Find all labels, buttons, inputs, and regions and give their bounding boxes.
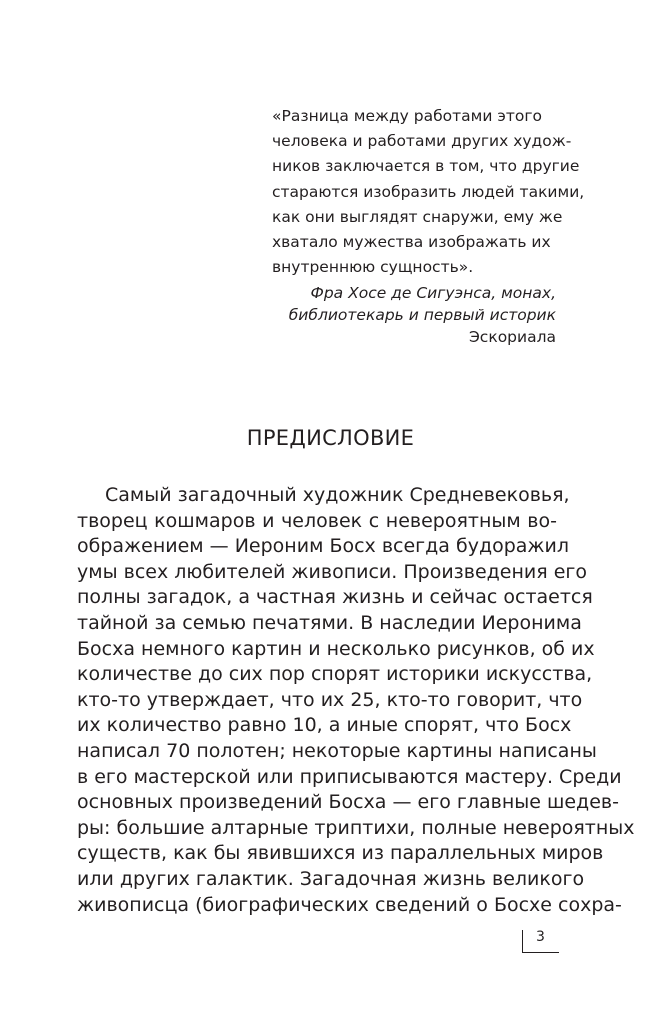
body-line: творец кошмаров и человек с невероятным во-	[77, 509, 557, 532]
body-paragraph	[77, 483, 635, 918]
epigraph	[272, 104, 585, 348]
body-line: ображением — Иероним Босх всегда будоражил	[77, 535, 570, 558]
attribution-line: Фра Хосе де Сигуэнса, монах,	[310, 284, 556, 303]
epigraph-line: стараются изобразить людей такими,	[272, 182, 585, 201]
epigraph-attribution	[272, 282, 556, 348]
body-line: или других галактик. Загадочная жизнь великого	[77, 867, 585, 890]
body-line: основных произведений Босха — его главные шедев-	[77, 791, 619, 814]
epigraph-line: человека и работами других худож-	[272, 132, 572, 151]
body-line: существ, как бы явившихся из параллельных миров	[77, 842, 604, 865]
body-line: количестве до сих пор спорят историки искусства,	[77, 663, 593, 686]
epigraph-line: ников заключается в том, что другие	[272, 157, 580, 176]
body-line: умы всех любителей живописи. Произведения его	[77, 560, 588, 583]
epigraph-line: как они выглядят снаружи, ему же	[272, 207, 563, 226]
attribution-line: библиотекарь и первый историк	[288, 306, 556, 325]
page-number: 3	[536, 929, 545, 945]
body-line: Самый загадочный художник Средневековья,	[105, 484, 570, 506]
body-line: их количество равно 10, а иные спорят, что Босх	[77, 714, 572, 737]
body-line: тайной за семью печатями. В наследии Иеронима	[77, 611, 582, 634]
body-line: полны загадок, а частная жизнь и сейчас остается	[77, 586, 593, 609]
body-line: Босха немного картин и несколько рисунков, об их	[77, 637, 595, 660]
section-heading: ПРЕДИСЛОВИЕ	[246, 426, 415, 450]
epigraph-line: хватало мужества изображать их	[272, 233, 551, 252]
attribution-line: Эскориала	[468, 328, 556, 347]
epigraph-line: «Разница между работами этого	[272, 107, 543, 125]
body-line: в его мастерской или приписываются мастеру. Среди	[77, 765, 622, 788]
body-line: кто-то утверждает, что их 25, кто-то говорит, что	[77, 688, 583, 711]
body-line: живописца (биографических сведений о Босхе сохра-	[77, 893, 622, 916]
body-line: написал 70 полотен; некоторые картины написаны	[77, 739, 597, 762]
body-line: ры: большие алтарные триптихи, полные невероятных	[77, 816, 635, 839]
epigraph-line: внутреннюю сущность».	[272, 258, 474, 277]
